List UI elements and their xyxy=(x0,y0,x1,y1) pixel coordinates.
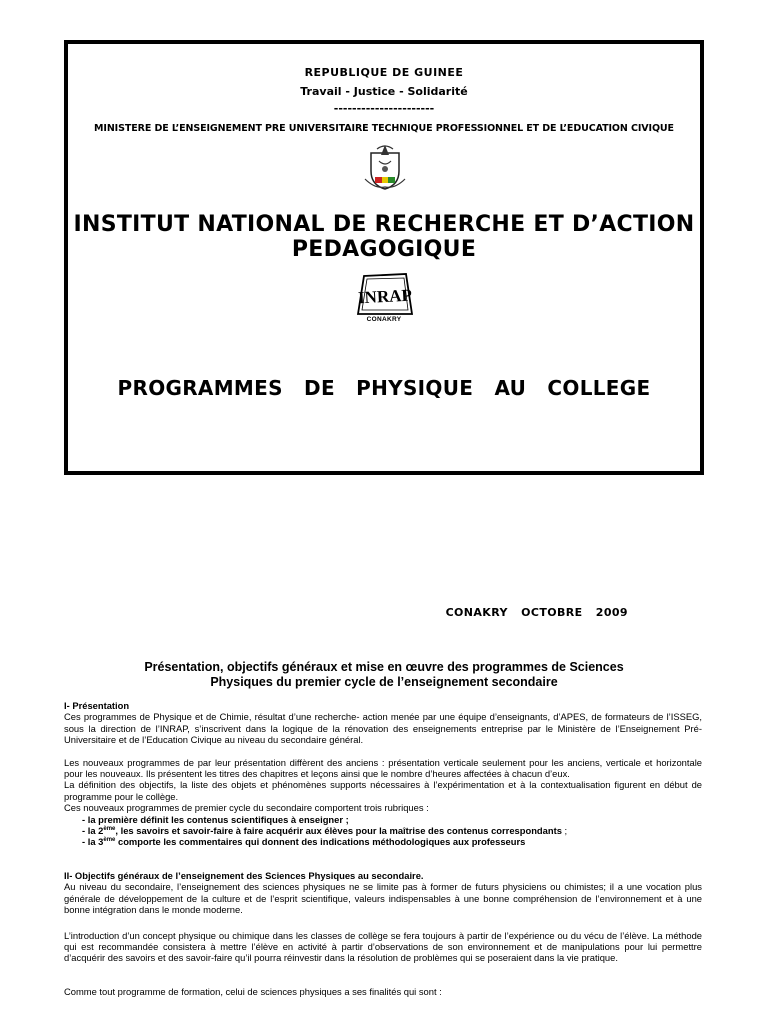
section1-paragraph: La définition des objectifs, la liste des objets et phénomènes supports nécessaires à l’expérimentation et à la contextualisation figurent en début de programme pour le collège. xyxy=(64,779,702,802)
document-body xyxy=(64,700,702,997)
inrap-logo-text: INRAP xyxy=(357,285,413,308)
program-title: PROGRAMMES DE PHYSIQUE AU COLLEGE xyxy=(117,376,651,400)
section2-paragraph: L’introduction d’un concept physique ou chimique dans les classes de collège se fera toujours à partir de l’expérience ou du vécu de l’élève. La méthode qui est recommandée consistera à mettre l’élève en activité à partir d’observations de son environnement et de manipulations pour lui permettre d’acquérir des savoirs et des savoir-faire qu’il pourra réinvestir dans la résolution de problèmes qui se poseraient dans la vie pratique. xyxy=(64,929,702,964)
ministry-name: MINISTERE DE L’ENSEIGNEMENT PRE UNIVERSITAIRE TECHNIQUE PROFESSIONNEL ET DE L’EDUCATION CIVIQUE xyxy=(94,123,674,134)
cover-frame xyxy=(64,40,704,475)
presentation-title xyxy=(0,660,768,690)
separator-line: ---------------------- xyxy=(333,102,435,115)
national-motto: Travail - Justice - Solidarité xyxy=(300,85,468,98)
list-item: - la première définit les contenus scientifiques à enseigner ; xyxy=(82,813,349,825)
section1-heading: I- Présentation xyxy=(64,700,130,711)
logo-city: CONAKRY xyxy=(366,316,402,323)
institute-name xyxy=(68,212,700,262)
presentation-title-line2: Physiques du premier cycle de l’enseignement secondaire xyxy=(210,675,558,689)
list-item: - la 3ème comporte les commentaires qui donnent des indications méthodologiques aux professeurs xyxy=(82,836,526,848)
place-and-date: CONAKRY OCTOBRE 2009 xyxy=(445,606,628,619)
presentation-title-line1: Présentation, objectifs généraux et mise en œuvre des programmes de Sciences xyxy=(144,660,624,674)
republic-title: REPUBLIQUE DE GUINEE xyxy=(304,66,464,79)
institute-name-line2: PEDAGOGIQUE xyxy=(291,237,477,262)
section2-heading: II- Objectifs généraux de l’enseignement des Sciences Physiques au secondaire. xyxy=(64,869,424,881)
section2-paragraph: Comme tout programme de formation, celui de sciences physiques a ses finalités qui sont : xyxy=(64,985,442,997)
section1-paragraph: Les nouveaux programmes de par leur présentation diffèrent des anciens : présentation verticale seulement pour les anciens, verticale et horizontale pour les nouveaux. Ils présentent les titres des chapitres et leçons ainsi que le nombre d’heures affectées à chacun d’eux. xyxy=(64,756,702,780)
section1-paragraph: Ces programmes de Physique et de Chimie, résultat d’une recherche- action menée par une équipe d’enseignants, d’APES, de formateurs de l’ISSEG, sous la direction de l’INRAP, s’inscrivent dans la logique de la rénovation des enseignements entreprise par le Ministère de l’Enseignement Pré-Universitaire et de l’Education Civique au niveau du secondaire général. xyxy=(64,711,702,746)
coat-of-arms-icon xyxy=(361,141,409,191)
list-item: - la 2ème, les savoirs et savoir-faire à faire acquérir aux élèves pour la maîtrise des contenus correspondants ; xyxy=(82,825,568,837)
institute-name-line1: INSTITUT NATIONAL DE RECHERCHE ET D’ACTION xyxy=(73,212,695,237)
section1-paragraph: Ces nouveaux programmes de premier cycle du secondaire comportent trois rubriques : xyxy=(64,802,429,814)
section2-paragraph: Au niveau du secondaire, l’enseignement des sciences physiques ne se limite pas à former de futurs physiciens ou chimistes; il a une vocation plus générale de développement de la culture et de l’esprit scientifique, valeurs indispensables à une bonne compréhension de l’environnement et à une bonne intégration dans le monde moderne. xyxy=(64,881,702,916)
inrap-logo-icon xyxy=(354,270,416,318)
